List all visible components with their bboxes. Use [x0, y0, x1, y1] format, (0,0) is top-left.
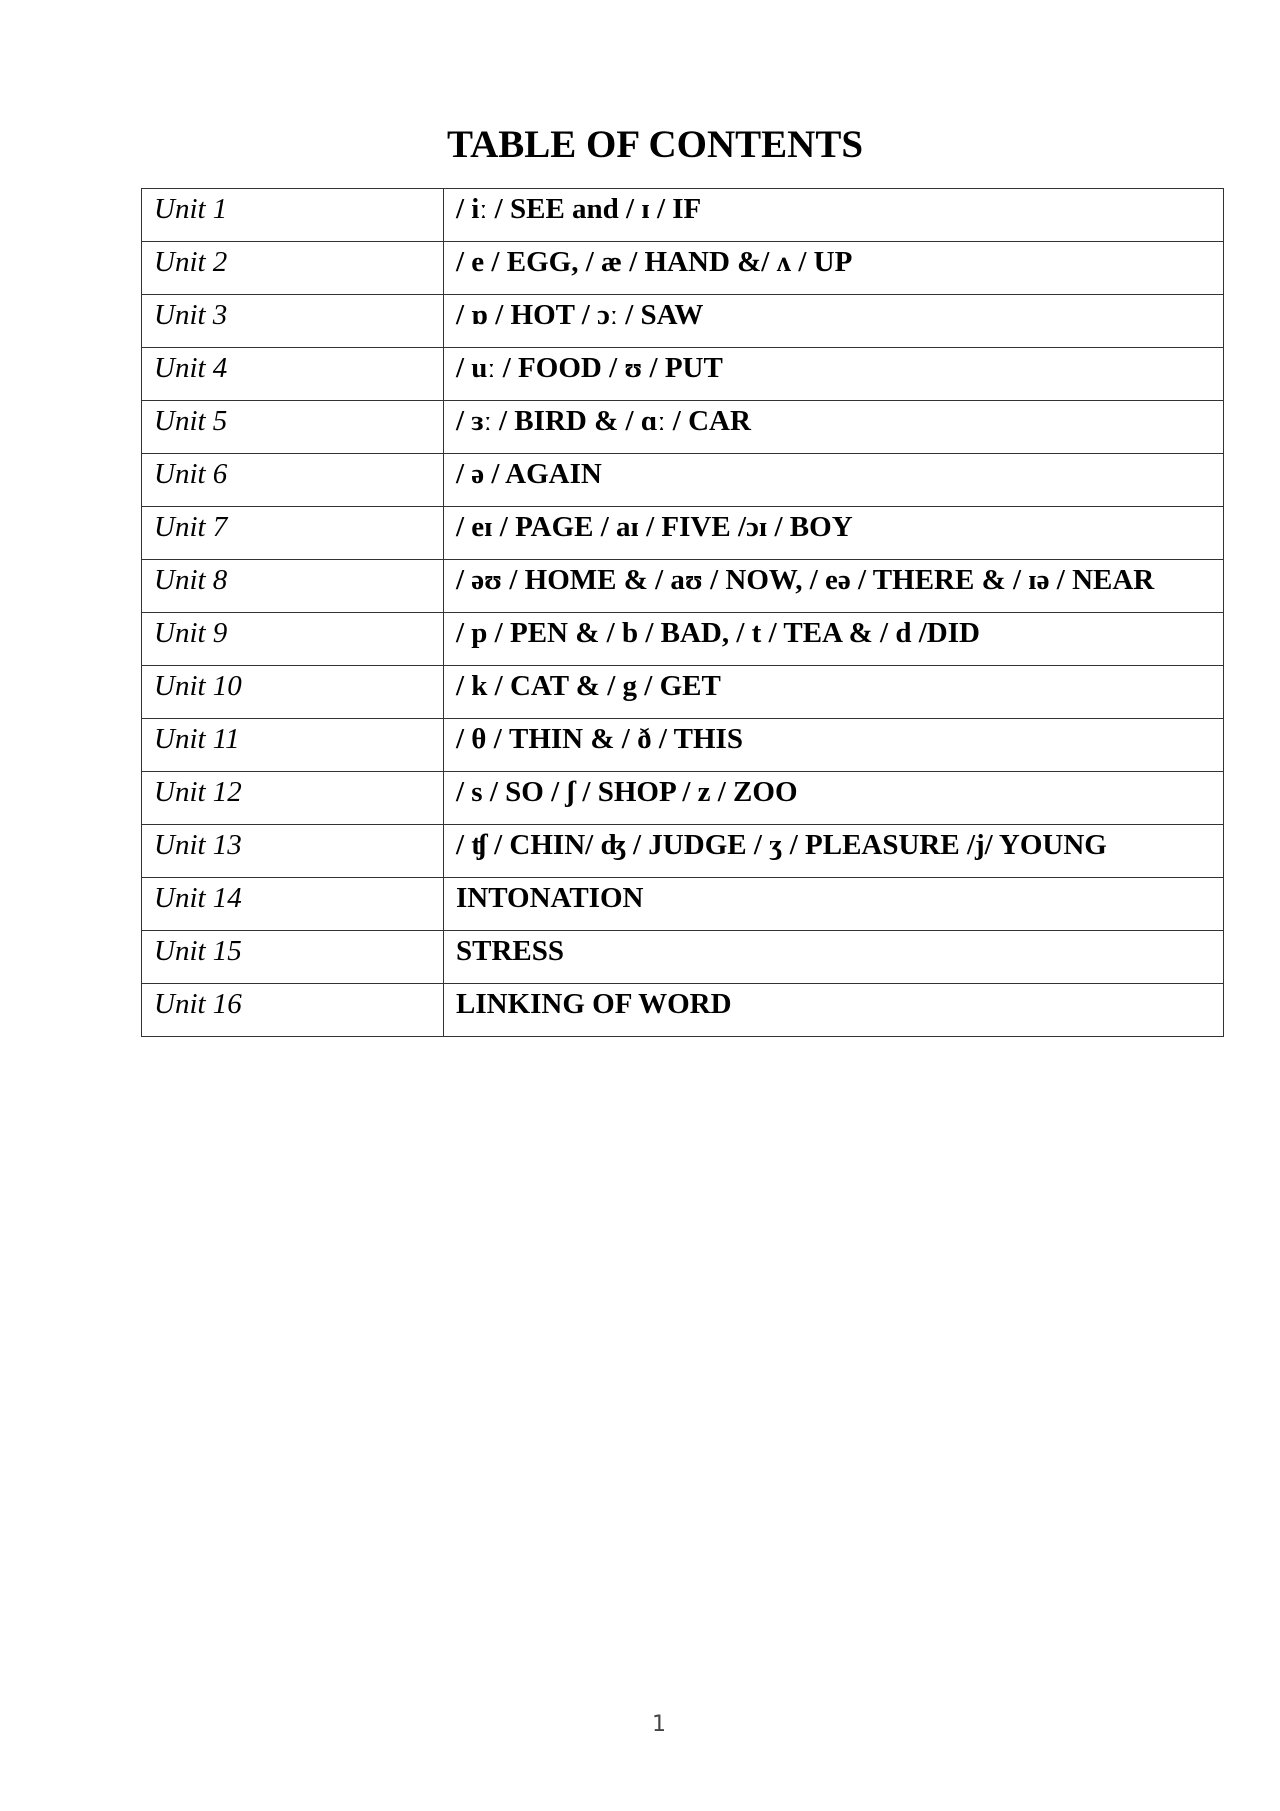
unit-topic: / ɒ / HOT / ɔː / SAW	[444, 295, 1224, 348]
unit-label: Unit 1	[142, 189, 444, 242]
unit-label: Unit 8	[142, 560, 444, 613]
unit-label: Unit 14	[142, 878, 444, 931]
unit-topic: / θ / THIN & / ð / THIS	[444, 719, 1224, 772]
unit-topic: / ə / AGAIN	[444, 454, 1224, 507]
table-row	[142, 242, 1224, 295]
unit-label: Unit 7	[142, 507, 444, 560]
table-row	[142, 825, 1224, 878]
table-row	[142, 401, 1224, 454]
unit-label: Unit 2	[142, 242, 444, 295]
unit-label: Unit 3	[142, 295, 444, 348]
unit-label: Unit 15	[142, 931, 444, 984]
table-row	[142, 454, 1224, 507]
unit-label: Unit 6	[142, 454, 444, 507]
unit-label: Unit 12	[142, 772, 444, 825]
unit-label: Unit 16	[142, 984, 444, 1037]
unit-label: Unit 5	[142, 401, 444, 454]
table-row	[142, 878, 1224, 931]
table-row	[142, 295, 1224, 348]
table-row	[142, 560, 1224, 613]
unit-label: Unit 11	[142, 719, 444, 772]
toc-body	[142, 189, 1224, 1037]
table-row	[142, 507, 1224, 560]
unit-topic: / s / SO / ʃ / SHOP / z / ZOO	[444, 772, 1224, 825]
table-row	[142, 189, 1224, 242]
unit-topic: / p / PEN & / b / BAD, / t / TEA & / d /DID	[444, 613, 1224, 666]
unit-label: Unit 4	[142, 348, 444, 401]
table-row	[142, 666, 1224, 719]
table-row	[142, 348, 1224, 401]
table-row	[142, 772, 1224, 825]
toc-table	[141, 188, 1224, 1037]
table-row	[142, 613, 1224, 666]
unit-topic: / əʊ / HOME & / aʊ / NOW, / eə / THERE & / ɪə / NEAR	[444, 560, 1224, 613]
unit-label: Unit 9	[142, 613, 444, 666]
unit-topic: / k / CAT & / g / GET	[444, 666, 1224, 719]
unit-topic: / eɪ / PAGE / aɪ / FIVE /ɔɪ / BOY	[444, 507, 1224, 560]
unit-topic: STRESS	[444, 931, 1224, 984]
unit-topic: / ɜː / BIRD & / ɑː / CAR	[444, 401, 1224, 454]
unit-topic: / iː / SEE and / ɪ / IF	[444, 189, 1224, 242]
unit-topic: / ʧ / CHIN/ ʤ / JUDGE / ʒ / PLEASURE /j/ YOUNG	[444, 825, 1224, 878]
unit-label: Unit 13	[142, 825, 444, 878]
table-row	[142, 984, 1224, 1037]
page-title: TABLE OF CONTENTS	[446, 123, 864, 166]
unit-label: Unit 10	[142, 666, 444, 719]
table-row	[142, 931, 1224, 984]
unit-topic: LINKING OF WORD	[444, 984, 1224, 1037]
page-number: 1	[652, 1712, 666, 1737]
unit-topic: INTONATION	[444, 878, 1224, 931]
table-row	[142, 719, 1224, 772]
unit-topic: / uː / FOOD / ʊ / PUT	[444, 348, 1224, 401]
unit-topic: / e / EGG, / æ / HAND &/ ʌ / UP	[444, 242, 1224, 295]
